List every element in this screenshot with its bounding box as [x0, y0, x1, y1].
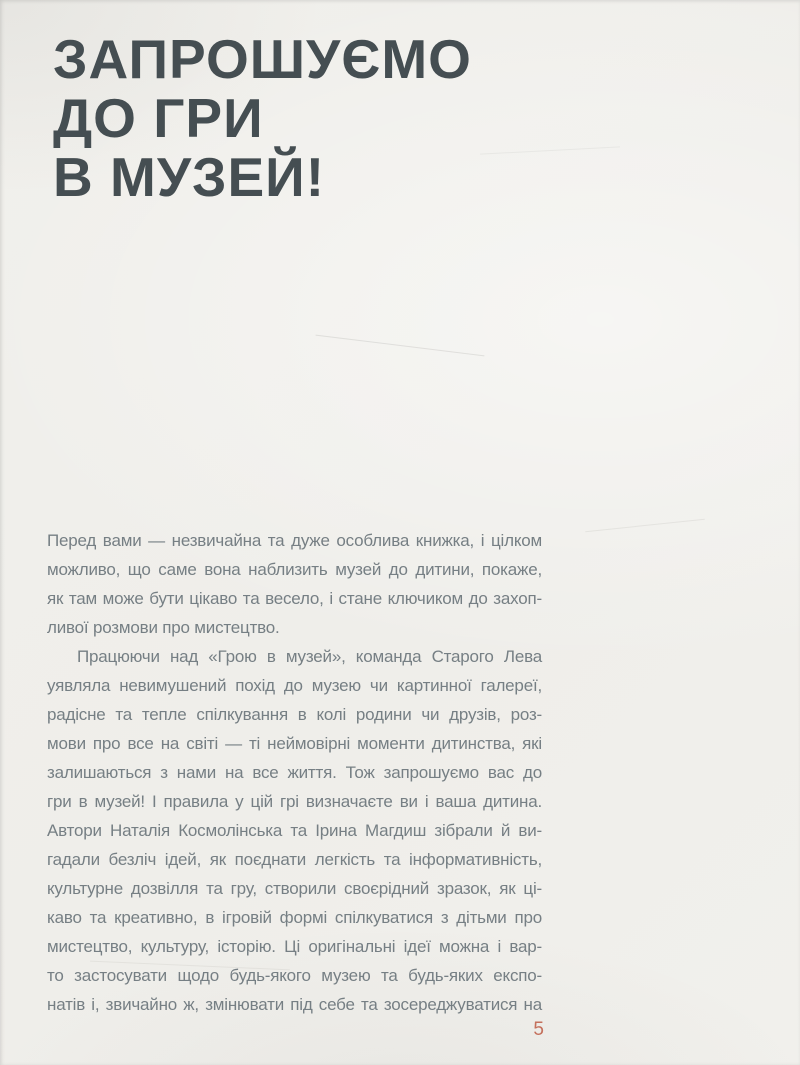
text-line: каво та креативно, в ігровій формі спілкуватися з дітьми про	[47, 908, 542, 927]
text-line: як там може бути цікаво та весело, і стане ключиком до захоп-	[47, 589, 542, 608]
text-line: Автори Наталія Космолінська та Ірина Магдиш зібрали й ви-	[47, 821, 542, 840]
text-line: натів і, звичайно ж, змінювати під себе та зосереджуватися на	[47, 995, 542, 1014]
body-text	[47, 526, 542, 1019]
paper-texture-line	[480, 146, 620, 154]
text-line: гри в музей! І правила у цій грі визначаєте ви і ваша дитина.	[47, 792, 542, 811]
paragraph	[47, 642, 542, 1019]
text-line: залишаються з нами на все життя. Тож запрошуємо вас до	[47, 763, 542, 782]
text-line: Працюючи над «Грою в музей», команда Старого Лева	[77, 647, 542, 666]
paragraph	[47, 526, 542, 642]
chapter-title	[53, 30, 472, 207]
text-line: то застосувати щодо будь-якого музею та будь-яких експо-	[47, 966, 542, 985]
text-line: ливої розмови про мистецтво.	[47, 618, 280, 637]
page-number: 5	[533, 1019, 544, 1040]
text-line: радісне та тепле спілкування в колі родини чи друзів, роз-	[47, 705, 542, 724]
chapter-title-line-1: ЗАПРОШУЄМО	[53, 28, 472, 90]
chapter-title-line-2: ДО ГРИ	[53, 87, 264, 149]
paper-texture-line	[585, 519, 704, 533]
text-line: мистецтво, культуру, історію. Ці оригінальні ідеї можна і вар-	[47, 937, 542, 956]
text-line: культурне дозвілля та гру, створили своєрідний зразок, як ці-	[47, 879, 542, 898]
text-line: мови про все на світі — ті неймовірні моменти дитинства, які	[47, 734, 542, 753]
chapter-title-line-3: В МУЗЕЙ!	[53, 146, 326, 208]
text-line: можливо, що саме вона наблизить музей до дитини, покаже,	[47, 560, 542, 579]
text-line: гадали безліч ідей, як поєднати легкість та інформативність,	[47, 850, 542, 869]
paper-texture-line	[316, 335, 485, 357]
text-line: Перед вами — незвичайна та дуже особлива книжка, і цілком	[47, 531, 542, 550]
text-line: уявляла невимушений похід до музею чи картинної галереї,	[47, 676, 542, 695]
